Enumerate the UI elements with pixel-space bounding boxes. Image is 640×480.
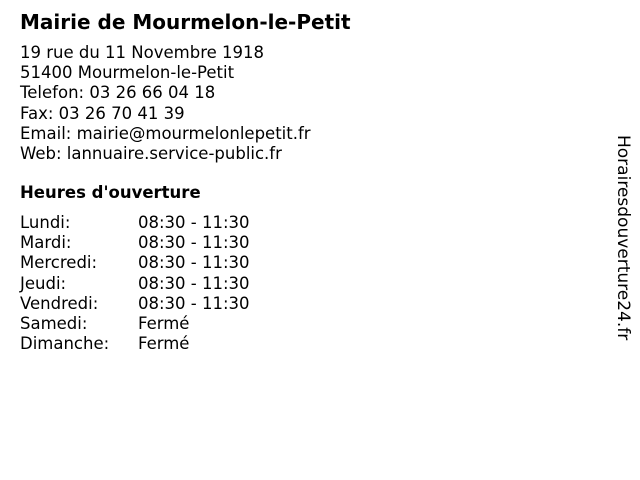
site-watermark: [610, 135, 634, 375]
hours-row-sunday: [20, 334, 250, 354]
day-hours: 08:30 - 11:30: [138, 253, 250, 273]
contact-info: [20, 43, 311, 164]
email-address: Email: mairie@mourmelonlepetit.fr: [20, 123, 311, 143]
address-street: 19 rue du 11 Novembre 1918: [20, 43, 265, 62]
day-hours: 08:30 - 11:30: [138, 273, 250, 293]
page-title: Mairie de Mourmelon-le-Petit: [20, 10, 351, 34]
day-hours: 08:30 - 11:30: [138, 293, 250, 313]
hours-row-friday: [20, 294, 250, 314]
day-label: Samedi:: [20, 313, 88, 333]
hours-row-tuesday: [20, 233, 250, 253]
day-hours: 08:30 - 11:30: [138, 233, 250, 253]
day-label: Vendredi:: [20, 293, 99, 313]
day-label: Lundi:: [20, 213, 71, 232]
hours-row-thursday: [20, 274, 250, 294]
address-city: 51400 Mourmelon-le-Petit: [20, 63, 235, 83]
day-hours: Fermé: [138, 334, 190, 354]
day-label: Dimanche:: [20, 334, 110, 354]
day-hours: Fermé: [138, 313, 190, 333]
day-hours: 08:30 - 11:30: [138, 213, 250, 232]
day-label: Mercredi:: [20, 253, 98, 273]
website: Web: lannuaire.service-public.fr: [20, 143, 282, 163]
phone-number: Telefon: 03 26 66 04 18: [20, 83, 216, 103]
day-label: Mardi:: [20, 233, 72, 253]
hours-row-monday: [20, 213, 250, 233]
hours-heading: Heures d'ouverture: [20, 183, 201, 202]
hours-row-wednesday: [20, 253, 250, 273]
watermark-text: Horairesdouverture24.fr: [613, 135, 633, 341]
hours-row-saturday: [20, 314, 250, 334]
hours-list: [20, 213, 250, 354]
day-label: Jeudi:: [20, 273, 67, 293]
fax-number: Fax: 03 26 70 41 39: [20, 103, 185, 123]
